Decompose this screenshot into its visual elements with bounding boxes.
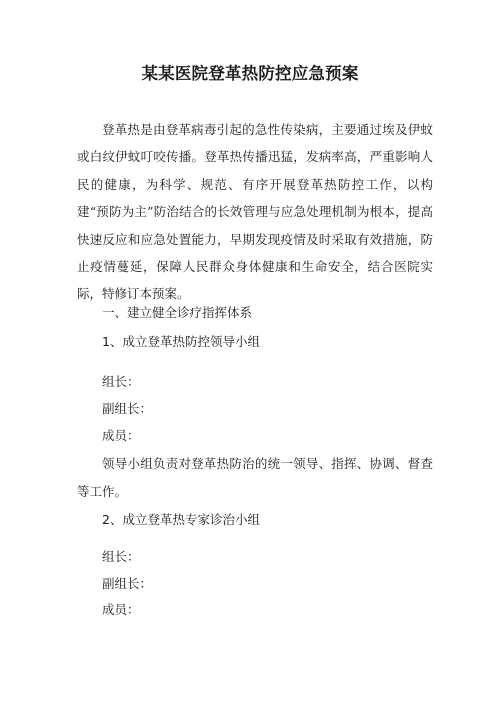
sub2-deputy-label: 副组长： [102, 576, 153, 591]
subsection-2-heading: 2、成立登革热专家诊治小组 [102, 512, 260, 527]
sub2-leader-label: 组长： [102, 549, 140, 564]
sub1-duty-paragraph: 领导小组负责对登革热防治的统一领导、指挥、协调、督查等工作。 [77, 456, 433, 499]
sub1-leader-label: 组长： [102, 374, 140, 389]
section-1-heading: 一、建立健全诊疗指挥体系 [102, 305, 253, 320]
sub1-deputy-label: 副组长： [102, 401, 153, 416]
document-title: 某某医院登革热防控应急预案 [141, 64, 359, 83]
sub2-members-label: 成员： [102, 602, 140, 617]
sub1-members-label: 成员： [102, 428, 140, 443]
subsection-1-heading: 1、成立登革热防控领导小组 [102, 334, 260, 349]
intro-paragraph: 登革热是由登革病毒引起的急性传染病，主要通过埃及伊蚊或白纹伊蚊叮咬传播。登革热传播迅猛，发病率高，严重影响人民的健康，为科学、规范、有序开展登革热防控工作，以构建“预防为主”防治结合的长效管理与应急处理机制为根本，提高快速反应和应急处置能力，早期发现疫情及时采取有效措施，防止疫情蔓延，保障人民群众身体健康和生命安全，结合医院实际，特修订本预案。 [77, 122, 433, 302]
